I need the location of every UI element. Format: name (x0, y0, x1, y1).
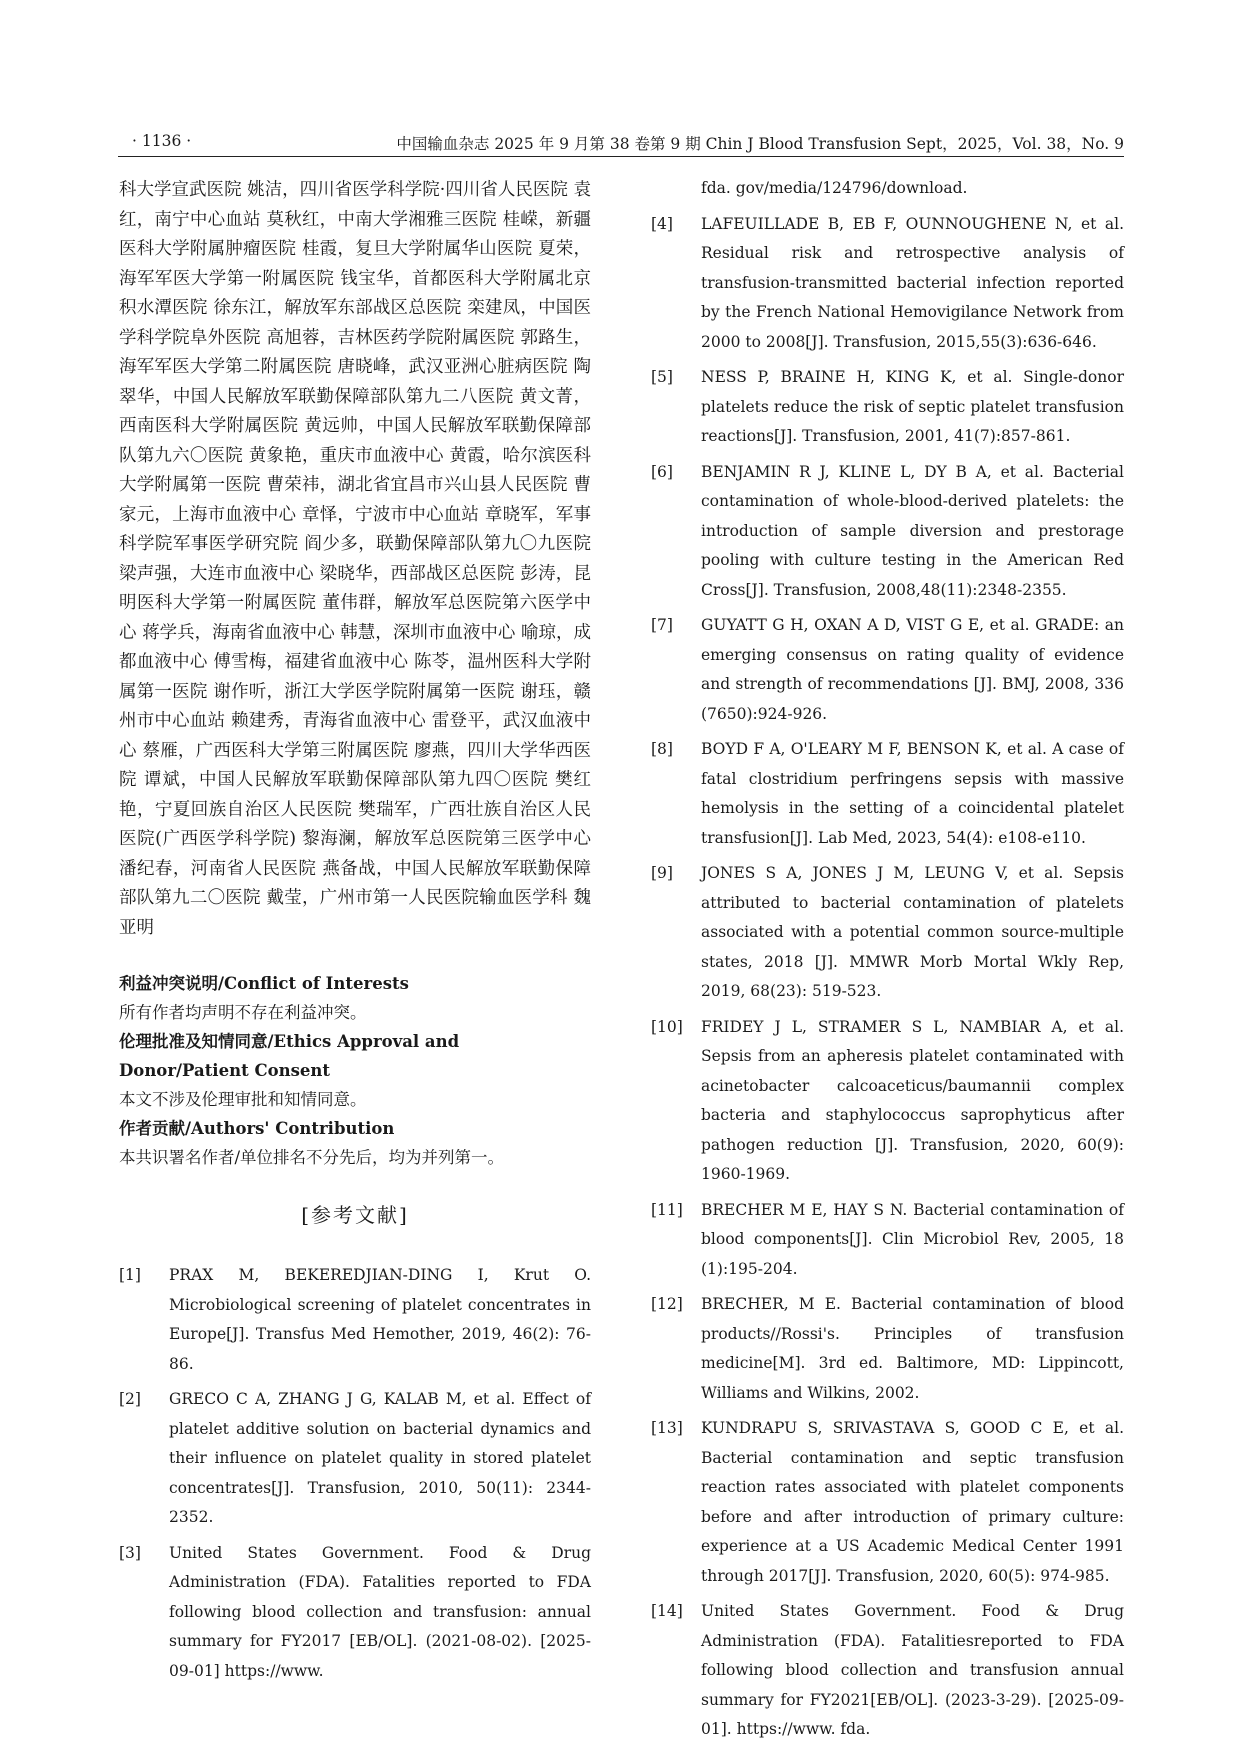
reference-item: [14] United States Government. Food & Drug Administration (FDA). Fatalitiesreported to FDA following blood collection and transfusion annual summary for FY2021[EB/OL]. (2023-3-29). [2025-09-01]. https://www. fda. (651, 1602, 1124, 1738)
page-number: · 1136 · (132, 132, 192, 150)
reference-item: [4] LAFEUILLADE B, EB F, OUNNOUGHENE N, et al. Residual risk and retrospective analysis of transfusion-transmitted bacterial infection reported by the French National Hemovigilance Network from 2000 to 2008[J]. Transfusion, 2015,55(3):636-646. (651, 214, 1124, 351)
running-header (118, 132, 1124, 157)
reference-item: [5] NESS P, BRAINE H, KING K, et al. Single-donor platelets reduce the risk of septic platelet transfusion reactions[J]. Transfusion, 2001, 41(7):857-861. (651, 368, 1124, 445)
reference-item: [1] PRAX M, BEKEREDJIAN-DING I, Krut O. Microbiological screening of platelet concentrates in Europe[J]. Transfus Med Hemother, 2019, 46(2): 76-86. (119, 1266, 591, 1373)
affiliations-text: 科大学宣武医院 姚洁，四川省医学科学院·四川省人民医院 袁红，南宁中心血站 莫秋红，中南大学湘雅三医院 桂嵘，新疆医科大学附属肿瘤医院 桂霞，复旦大学附属华山医院 夏荣，海军军医大学第一附属医院 钱宝华，首都医科大学附属北京积水潭医院 徐东江，解放军东部战区总医院 栾建凤，中国医学科学院阜外医院 高旭蓉，吉林医药学院附属医院 郭路生，海军军医大学第二附属医院 唐晓峰，武汉亚洲心脏病医院 陶翠华，中国人民解放军联勤保障部队第九二八医院 黄文菁，西南医科大学附属医院 黄远帅，中国人民解放军联勤保障部队第九六〇医院 黄象艳，重庆市血液中心 黄霞，哈尔滨医科大学附属第一医院 曹荣祎，湖北省宜昌市兴山县人民医院 曹家元，上海市血液中心 章怿，宁波市中心血站 章晓军，军事科学院军事医学研究院 阎少多，联勤保障部队第九〇九医院 梁声强，大连市血液中心 梁晓华，西部战区总医院 彭涛，昆明医科大学第一附属医院 董伟群，解放军总医院第六医学中心 蒋学兵，海南省血液中心 韩慧，深圳市血液中心 喻琼，成都血液中心 傅雪梅，福建省血液中心 陈苓，温州医科大学附属第一医院 谢作听，浙江大学医学院附属第一医院 谢珏，赣州市中心血站 赖建秀，青海省血液中心 雷登平，武汉血液中心 蔡雁，广西医科大学第三附属医院 廖燕，四川大学华西医院 谭斌，中国人民解放军联勤保障部队第九四〇医院 樊红艳，宁夏回族自治区人民医院 樊瑞军，广西壮族自治区人民医院(广西医学科学院) 黎海澜，解放军总医院第三医学中心 潘纪春，河南省人民医院 燕备战，中国人民解放军联勤保障部队第九二〇医院 戴莹，广州市第一人民医院输血医学科 魏亚明 (119, 180, 591, 938)
ethics-body: 本文不涉及伦理审批和知情同意。 (119, 1090, 367, 1109)
journal-citation: 中国输血杂志 2025 年 9 月第 38 卷第 9 期 Chin J Blood Transfusion Sept，2025，Vol. 38，No. 9 (396, 135, 1124, 153)
reference-item: [10] FRIDEY J L, STRAMER S L, NAMBIAR A, et al. Sepsis from an apheresis platelet contaminated with acinetobacter calcoaceticus/baumannii complex bacteria and staphylococcus saprophyticus after pathogen reduction [J]. Transfusion, 2020, 60(9): 1960-1969. (651, 1017, 1124, 1183)
conflict-body: 所有作者均声明不存在利益冲突。 (119, 1003, 367, 1022)
reference-item: [8] BOYD F A, O'LEARY M F, BENSON K, et al. A case of fatal clostridium perfringens sepsis with massive hemolysis in the setting of a coincidental platelet transfusion[J]. Lab Med, 2023, 54(4): e108-e110. (651, 740, 1124, 847)
reference-continuation: fda. gov/media/124796/download. (701, 179, 968, 197)
reference-item: [3] United States Government. Food & Drug Administration (FDA). Fatalities reported to FDA following blood collection and transfusion: annual summary for FY2017 [EB/OL]. (2021-08-02). [2025-09-01] https://www. (119, 1543, 591, 1680)
reference-item: [2] GRECO C A, ZHANG J G, KALAB M, et al. Effect of platelet additive solution on bacterial dynamics and their influence on platelet quality in stored platelet concentrates[J]. Transfusion, 2010, 50(11): 2344-2352. (119, 1390, 591, 1526)
reference-item: [13] KUNDRAPU S, SRIVASTAVA S, GOOD C E, et al. Bacterial contamination and septic transfusion reaction rates associated with platelet components before and after introduction of primary culture: experience at a US Academic Medical Center 1991 through 2017[J]. Transfusion, 2020, 60(5): 974-985. (651, 1419, 1124, 1585)
reference-item: [12] BRECHER, M E. Bacterial contamination of blood products//Rossi's. Principles of transfusion medicine[M]. 3rd ed. Baltimore, MD: Lippincott, Williams and Wilkins, 2002. (651, 1295, 1124, 1402)
conflict-heading: 利益冲突说明/Conflict of Interests (119, 974, 409, 993)
left-column (119, 176, 591, 1692)
references-title: [参考文献] (301, 1203, 409, 1227)
reference-item: [11] BRECHER M E, HAY S N. Bacterial contamination of blood components[J]. Clin Microbiol Rev, 2005, 18 (1):195-204. (651, 1200, 1124, 1278)
reference-item: [7] GUYATT G H, OXAN A D, VIST G E, et al. GRADE: an emerging consensus on rating quality of evidence and strength of recommendations [J]. BMJ, 2008, 336 (7650):924-926. (651, 616, 1124, 723)
contribution-heading: 作者贡献/Authors' Contribution (119, 1119, 395, 1138)
right-column (651, 176, 1124, 1751)
ethics-heading: 伦理批准及知情同意/Ethics Approval and Donor/Patient Consent (119, 1032, 460, 1080)
reference-item: [9] JONES S A, JONES J M, LEUNG V, et al. Sepsis attributed to bacterial contamination of platelets associated with a potential common source-multiple states, 2018 [J]. MMWR Morb Mortal Wkly Rep, 2019, 68(23): 519-523. (651, 864, 1124, 1000)
reference-item: [6] BENJAMIN R J, KLINE L, DY B A, et al. Bacterial contamination of whole-blood-derived platelets: the introduction of sample diversion and prestorage pooling with culture testing in the American Red Cross[J]. Transfusion, 2008,48(11):2348-2355. (651, 462, 1124, 599)
contribution-body: 本共识署名作者/单位排名不分先后，均为并列第一。 (119, 1148, 505, 1167)
